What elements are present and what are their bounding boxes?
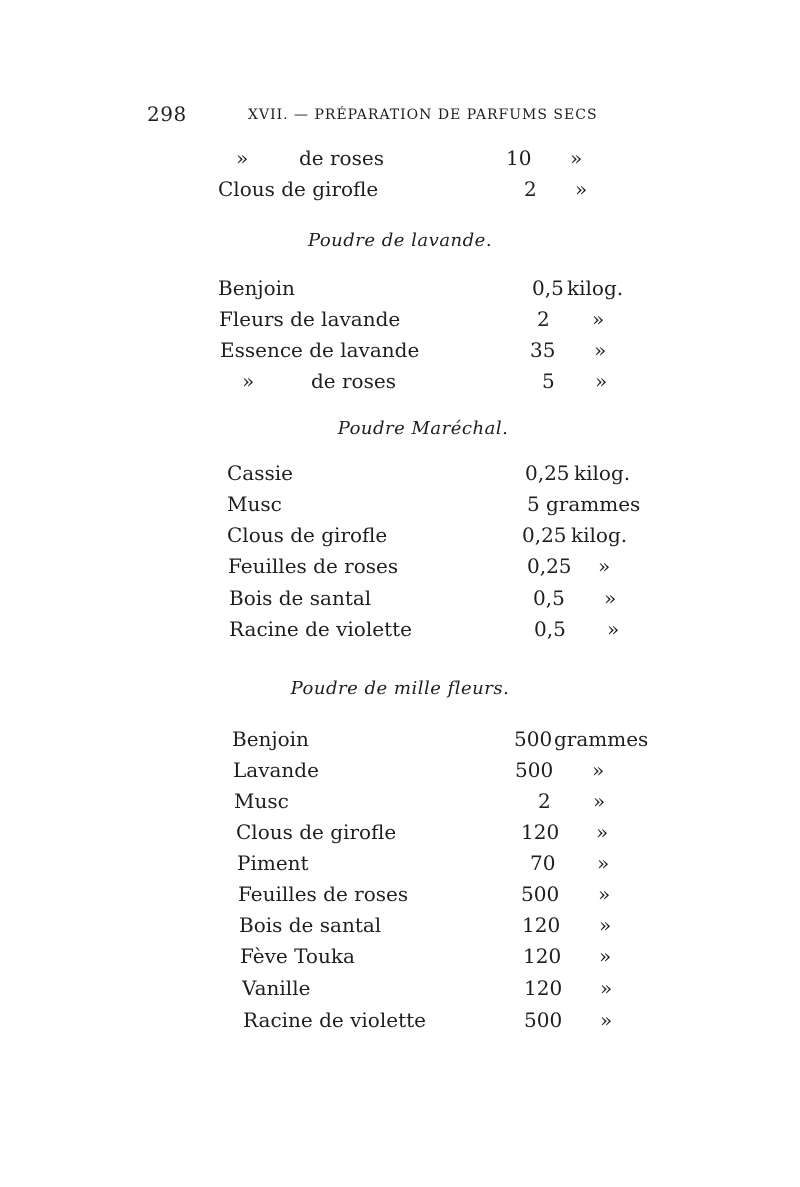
ingredient-row — [0, 617, 800, 645]
ingredient-row — [0, 976, 800, 1004]
ingredient-quantity: 120 — [522, 913, 561, 937]
ingredient-unit: » — [570, 146, 583, 170]
ingredient-name: Bois de santal — [239, 913, 382, 937]
ingredient-unit: » — [596, 820, 609, 844]
section-title — [0, 418, 800, 439]
ingredient-name: Bois de santal — [229, 586, 372, 610]
ingredient-unit: kilog. — [574, 461, 631, 485]
section-title-text: Poudre Maréchal. — [337, 418, 509, 439]
ingredient-row — [0, 146, 800, 174]
ingredient-quantity: 120 — [521, 820, 560, 844]
ingredient-quantity: 2 — [537, 307, 550, 331]
ingredient-name: Fleurs de lavande — [219, 307, 401, 331]
ingredient-quantity: 120 — [524, 976, 563, 1000]
ingredient-name: Musc — [227, 492, 282, 516]
ingredient-quantity: 5 — [527, 492, 540, 516]
ingredient-name: Benjoin — [218, 276, 295, 300]
ingredient-row — [0, 1008, 800, 1036]
ingredient-quantity: 2 — [538, 789, 551, 813]
ingredient-unit: » — [592, 758, 605, 782]
ingredient-unit: » — [594, 338, 607, 362]
ingredient-quantity: 0,25 — [527, 554, 572, 578]
ingredient-unit: » — [592, 307, 605, 331]
ingredient-name: Lavande — [233, 758, 319, 782]
ingredient-unit: » — [598, 882, 611, 906]
ingredient-quantity: 500 — [514, 727, 553, 751]
ingredient-name: Fève Touka — [240, 944, 355, 968]
ingredient-unit: kilog. — [571, 523, 628, 547]
ingredient-name: Feuilles de roses — [238, 882, 409, 906]
ingredient-quantity: 500 — [524, 1008, 563, 1032]
ingredient-unit: » — [593, 789, 606, 813]
ingredient-unit: » — [599, 913, 612, 937]
ingredient-quantity: 2 — [524, 177, 537, 201]
ingredient-quantity: 0,5 — [534, 617, 566, 641]
ingredient-row — [0, 461, 800, 489]
ingredient-row — [0, 554, 800, 582]
ingredient-unit: kilog. — [567, 276, 624, 300]
ditto-mark: » — [236, 146, 249, 170]
ingredient-row — [0, 586, 800, 614]
ingredient-name: de roses — [299, 146, 384, 170]
section-title-text: Poudre de lavande. — [307, 230, 493, 251]
ingredient-row — [0, 758, 800, 786]
ingredient-row — [0, 820, 800, 848]
ingredient-row — [0, 944, 800, 972]
ingredient-row — [0, 492, 800, 520]
ingredient-unit: grammes — [546, 492, 641, 516]
ingredient-name: Clous de girofle — [236, 820, 397, 844]
ingredient-name: Cassie — [227, 461, 293, 485]
ingredient-row — [0, 913, 800, 941]
page-header — [0, 102, 800, 128]
ingredient-row — [0, 307, 800, 335]
ingredient-quantity: 120 — [523, 944, 562, 968]
ingredient-name: Musc — [234, 789, 289, 813]
ingredient-unit: » — [607, 617, 620, 641]
ditto-mark: » — [242, 369, 255, 393]
ingredient-unit: » — [604, 586, 617, 610]
running-head: XVII. — PRÉPARATION DE PARFUMS SECS — [248, 107, 598, 123]
ingredient-quantity: 10 — [506, 146, 532, 170]
ingredient-unit: grammes — [554, 727, 649, 751]
ingredient-row — [0, 177, 800, 205]
ingredient-unit: » — [600, 976, 613, 1000]
ingredient-unit: » — [600, 1008, 613, 1032]
ingredient-name: Clous de girofle — [218, 177, 379, 201]
ingredient-quantity: 0,5 — [533, 586, 565, 610]
ingredient-unit: » — [599, 944, 612, 968]
ingredient-quantity: 0,25 — [522, 523, 567, 547]
ingredient-row — [0, 276, 800, 304]
section-title-text: Poudre de mille fleurs. — [290, 678, 510, 699]
ingredient-name: Essence de lavande — [220, 338, 420, 362]
ingredient-row — [0, 789, 800, 817]
ingredient-name: Feuilles de roses — [228, 554, 399, 578]
ingredient-name: Vanille — [242, 976, 311, 1000]
ingredient-quantity: 70 — [530, 851, 556, 875]
ingredient-quantity: 500 — [515, 758, 554, 782]
ingredient-quantity: 500 — [521, 882, 560, 906]
ingredient-name: Piment — [237, 851, 309, 875]
ingredient-unit: » — [575, 177, 588, 201]
ingredient-unit: » — [595, 369, 608, 393]
page-number: 298 — [147, 102, 187, 126]
ingredient-row — [0, 523, 800, 551]
ingredient-name: Benjoin — [232, 727, 309, 751]
section-title — [0, 678, 800, 699]
ingredient-quantity: 35 — [530, 338, 556, 362]
ingredient-row — [0, 882, 800, 910]
ingredient-unit: » — [598, 554, 611, 578]
ingredient-quantity: 5 — [542, 369, 555, 393]
ingredient-row — [0, 727, 800, 755]
ingredient-name: de roses — [311, 369, 396, 393]
ingredient-row — [0, 338, 800, 366]
ingredient-quantity: 0,5 — [532, 276, 564, 300]
ingredient-quantity: 0,25 — [525, 461, 570, 485]
ingredient-name: Clous de girofle — [227, 523, 388, 547]
ingredient-unit: » — [597, 851, 610, 875]
section-title — [0, 230, 800, 251]
ingredient-name: Racine de violette — [243, 1008, 426, 1032]
ingredient-row — [0, 851, 800, 879]
ingredient-row — [0, 369, 800, 397]
ingredient-name: Racine de violette — [229, 617, 412, 641]
